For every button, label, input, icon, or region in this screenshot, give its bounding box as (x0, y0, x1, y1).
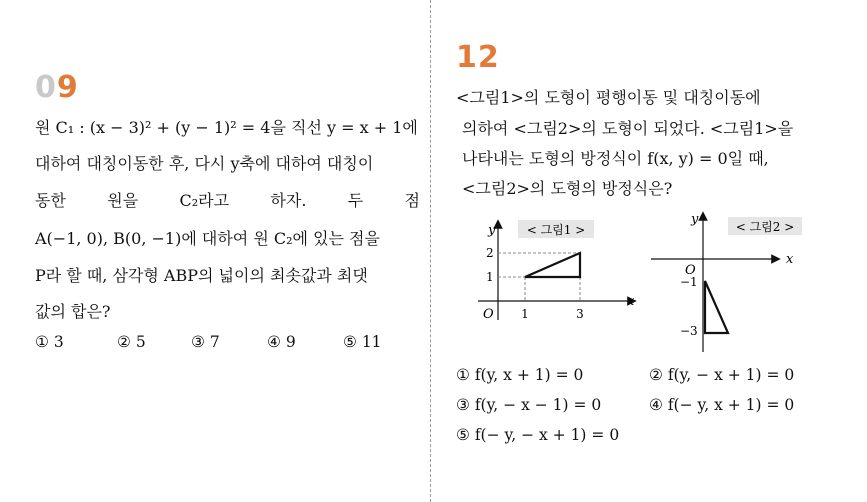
q12-line-1: <그림1>의 도형이 평행이동 및 대칭이동에 (456, 88, 761, 107)
answer-option-3[interactable]: ③ f(y, − x − 1) = 0 (456, 396, 602, 414)
answer-option-5[interactable]: ⑤ f(− y, − x + 1) = 0 (456, 426, 620, 444)
figure-1-x-tick: 3 (576, 307, 584, 321)
answer-option-2[interactable]: ② 5 (117, 333, 146, 351)
q09-line-3-word: 두 (347, 191, 364, 210)
figure-2-y-tick: −1 (680, 275, 698, 289)
answer-option-5[interactable]: ⑤ 11 (343, 333, 382, 351)
figure-1-label: < 그림1 > (526, 223, 586, 237)
figure-2-origin: O (685, 263, 696, 278)
figure-2-y-label: y (691, 212, 699, 227)
q09-line-1: 원 C₁ : (x − 3)² + (y − 1)² = 4을 직선 y = x + 1에 (35, 118, 418, 137)
q12-line-4: <그림2>의 도형의 방정식은? (462, 179, 673, 198)
figure-1-y-tick: 2 (486, 246, 494, 260)
q09-options (35, 333, 425, 355)
q09-line-3-word: 하자. (270, 191, 307, 210)
q09-line-5: P라 할 때, 삼각형 ABP의 넓이의 최솟값과 최댓 (35, 266, 368, 285)
answer-option-2[interactable]: ② f(y, − x + 1) = 0 (649, 366, 795, 384)
question-number-main: 9 (56, 70, 79, 105)
figure-1 (470, 212, 640, 332)
question-12-number (456, 40, 500, 75)
column-divider (430, 0, 431, 502)
question-number-main: 12 (456, 40, 500, 75)
figure-2-x-label: x (786, 252, 794, 267)
answer-option-3[interactable]: ③ 7 (191, 333, 220, 351)
q09-line-3-word: C₂라고 (179, 191, 230, 210)
figure-1-y-label: y (488, 223, 496, 238)
answer-option-4[interactable]: ④ 9 (267, 333, 296, 351)
answer-option-4[interactable]: ④ f(− y, x + 1) = 0 (649, 396, 795, 414)
figure-2 (648, 206, 808, 354)
q12-line-2: 의하여 <그림2>의 도형이 되었다. <그림1>을 (462, 119, 794, 138)
figure-1-x-label: x (627, 294, 635, 309)
q12-line-3: 나타내는 도형의 방정식이 f(x, y) = 0일 때, (462, 149, 769, 168)
q12-options (456, 366, 856, 456)
question-number-lead: 0 (35, 70, 57, 105)
figure-2-triangle (705, 281, 728, 333)
figure-1-origin: O (483, 307, 494, 322)
figure-2-label: < 그림2 > (735, 220, 795, 234)
q09-line-4: A(−1, 0), B(0, −1)에 대하여 원 C₂에 있는 점을 (35, 229, 380, 248)
q09-line-2: 대하여 대칭이동한 후, 다시 y축에 대하여 대칭이 (35, 154, 374, 173)
figure-2-y-tick: −3 (680, 324, 698, 338)
q09-line-6: 값의 합은? (35, 302, 111, 321)
figure-1-triangle (525, 253, 580, 277)
q09-line-3-word: 동한 (35, 191, 66, 210)
q09-line-3-word: 점 (404, 191, 420, 210)
question-09-number (35, 70, 79, 105)
figure-1-x-tick: 1 (521, 307, 529, 321)
figure-1-y-tick: 1 (486, 270, 494, 284)
q09-line-3-word: 원을 (107, 191, 139, 210)
q09-line-3 (35, 188, 420, 211)
answer-option-1[interactable]: ① 3 (35, 333, 64, 351)
answer-option-1[interactable]: ① f(y, x + 1) = 0 (456, 366, 584, 384)
